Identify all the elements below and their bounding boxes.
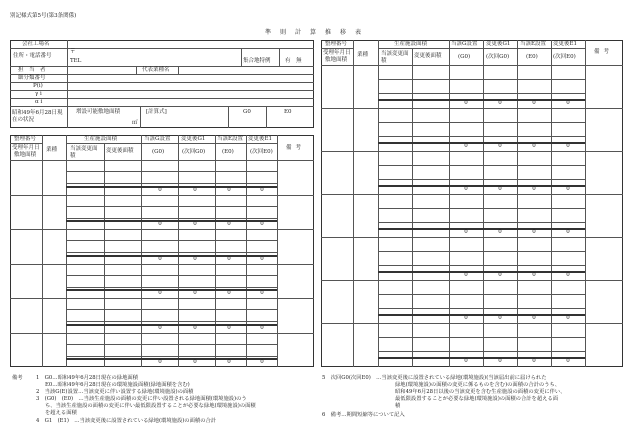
note-1b: E0…昭和49年6月28日現在の環境施設面積(緑地面積を含む)	[45, 382, 190, 388]
e0-sub-right: (E0)	[526, 54, 538, 60]
zero-value: 0	[193, 359, 197, 365]
area-unit: ㎡	[132, 120, 138, 126]
biko-right: 備考	[594, 49, 614, 55]
gamma-label: γ i	[35, 91, 42, 97]
zero-value: 0	[532, 186, 536, 192]
henkogo-right: 変更後面積	[414, 53, 442, 59]
zero-value: 0	[464, 143, 468, 149]
zero-value: 0	[227, 255, 231, 262]
tel-label: TEL	[70, 58, 82, 64]
zero-value: 0	[498, 358, 502, 364]
zero-value: 0	[227, 290, 231, 296]
zero-value: 0	[498, 315, 502, 321]
zero-value: 0	[498, 272, 502, 278]
g0-sub-left: (G0)	[152, 149, 165, 155]
zero-value: 0	[566, 143, 570, 149]
note-5a: 5 次回G0(次回E0) …当該変更後に設置されている緑地(環境施設)(当該届出前に届けられた	[322, 375, 547, 381]
zero-value: 0	[464, 100, 468, 106]
zero-value: 0	[464, 229, 468, 235]
zero-value: 0	[158, 290, 162, 296]
zero-value: 0	[158, 324, 162, 331]
alpha-label: α i	[35, 99, 43, 105]
zero-value: 0	[566, 315, 570, 321]
note-4: 4 G1 (E1) …当該変更後に設置されている緑地(環境施設)の面積の合計	[36, 418, 217, 424]
zero-value: 0	[158, 186, 162, 193]
seiri-label-left: 整理番号	[14, 136, 37, 142]
industry-special-label: 集合地特例	[243, 58, 271, 64]
seisan-header-right: 生産施設面積	[394, 41, 428, 47]
gyoshu-label-left: 業種	[46, 147, 58, 153]
zero-value: 0	[260, 186, 264, 193]
seisan-header-left: 生産施設面積	[84, 136, 118, 142]
zero-value: 0	[464, 315, 468, 321]
zero-value: 0	[532, 229, 536, 235]
p-label: P(i)	[33, 83, 43, 89]
zero-value: 0	[193, 221, 197, 227]
zero-value: 0	[227, 221, 231, 227]
e-set-right: 当該E設置	[520, 41, 547, 47]
person-label: 担 当 者	[18, 67, 46, 73]
e1-sub-left: (次回E0)	[250, 149, 273, 155]
togai-henko-left: 当該変更面積	[70, 146, 98, 159]
shikichi-label-right: 敷地面積	[325, 57, 348, 63]
biko-left: 備考	[286, 145, 306, 151]
e-after-left: 変更後E1	[248, 136, 273, 142]
zero-value: 0	[566, 100, 570, 106]
note-3c: を超える面積	[45, 410, 77, 416]
zero-value: 0	[158, 255, 162, 262]
zero-value: 0	[193, 255, 197, 262]
gyoshu-label-right: 業種	[357, 52, 369, 58]
g0-sub-right: (G0)	[458, 54, 471, 60]
zero-value: 0	[532, 143, 536, 149]
note-3a: 3 (G0) (E0) …当該生産施設の面積の変更に伴い設置される緑地面積(環境施設)のう	[36, 396, 247, 402]
e1-sub-right: (次回E0)	[553, 54, 576, 60]
g-set-left: 当該G設置	[144, 136, 171, 142]
note-1a: 1 G0…昭和49年6月28日現在の緑地面積	[36, 375, 138, 381]
rep-industry-label: 代表業種名	[142, 67, 170, 73]
zero-value: 0	[464, 186, 468, 192]
formula-label: [計算式]	[146, 109, 167, 115]
g-after-left: 変更後G1	[181, 136, 206, 142]
g-set-right: 当該G設置	[451, 41, 478, 47]
zero-value: 0	[532, 315, 536, 321]
zero-value: 0	[260, 255, 264, 262]
zero-value: 0	[532, 100, 536, 106]
zero-value: 0	[193, 186, 197, 193]
zero-value: 0	[498, 100, 502, 106]
zero-value: 0	[566, 272, 570, 278]
e-after-right: 変更後E1	[553, 41, 578, 47]
g1-sub-left: (次回G0)	[182, 149, 206, 155]
seiri-label-right: 整理番号	[325, 41, 348, 47]
postal-mark: 〒	[70, 49, 76, 55]
zero-value: 0	[227, 186, 231, 193]
note-5c: 昭和49年6月28日以後の当該変更を含む生産施設の面積の変更に伴い、	[395, 389, 566, 395]
note-3b: ち、当該生産施設の面積の変更に伴い最低限設置することが必要な緑地(環境施設)の面積	[45, 403, 256, 409]
zero-value: 0	[532, 272, 536, 278]
note-5e: 積	[395, 403, 401, 409]
form-label: 別記様式第5号(第3条関係)	[10, 13, 77, 19]
zero-value: 0	[464, 358, 468, 364]
zero-value: 0	[260, 221, 264, 227]
company-name-label: 会社工場名	[22, 41, 50, 47]
zero-value: 0	[260, 290, 264, 296]
note-5d: 最低限設置することが必要な緑地(環境施設)の面積の合計を超える面	[395, 396, 559, 402]
zero-value: 0	[227, 359, 231, 365]
zero-value: 0	[193, 324, 197, 331]
notes-heading: 備考	[12, 375, 23, 381]
zero-value: 0	[227, 324, 231, 331]
address-label: 住所・電話番号	[13, 53, 52, 59]
zero-value: 0	[260, 324, 264, 331]
zero-value: 0	[158, 221, 162, 227]
g0-label: G0	[243, 109, 251, 115]
zero-value: 0	[498, 143, 502, 149]
zero-value: 0	[532, 358, 536, 364]
g1-sub-right: (次回G0)	[486, 54, 510, 60]
zero-value: 0	[566, 229, 570, 235]
zero-value: 0	[498, 229, 502, 235]
jyuri-label-right: 受理年月日	[323, 50, 351, 56]
zero-value: 0	[498, 186, 502, 192]
e0-sub-left: (E0)	[222, 149, 234, 155]
g-after-right: 変更後G1	[486, 41, 511, 47]
e-set-left: 当該E設置	[217, 136, 244, 142]
expandable-area-label: 増設可能敷地面積	[76, 109, 121, 115]
note-6: 6 備考…期間短縮等について記入	[322, 412, 405, 418]
note-5b: 緑地(環境施設)の面積の変更に係るものを含む)の面積の合計のうち、	[395, 382, 561, 388]
page-title: 準則計算推移表	[265, 29, 371, 36]
jyuri-label-left: 受理年月日	[12, 145, 40, 151]
e0-label: E0	[284, 109, 292, 115]
shikichi-label-left: 敷地面積	[14, 152, 37, 158]
status-date-label: 昭和49年6月28日現在の状況	[12, 110, 63, 123]
note-2: 2 当該G(E)設置…当該変更に伴い設置する緑地(環境施設)の面積	[36, 389, 194, 395]
henkogo-left: 変更後面積	[106, 148, 134, 154]
zero-value: 0	[464, 272, 468, 278]
sub-number-label: 細分類番号	[18, 75, 46, 81]
zero-value: 0	[158, 359, 162, 365]
zero-value: 0	[566, 186, 570, 192]
zero-value: 0	[193, 290, 197, 296]
yes-no-label: 有 無	[285, 58, 302, 64]
togai-henko-right: 当該変更面積	[381, 51, 409, 64]
zero-value: 0	[566, 358, 570, 364]
zero-value: 0	[260, 359, 264, 365]
